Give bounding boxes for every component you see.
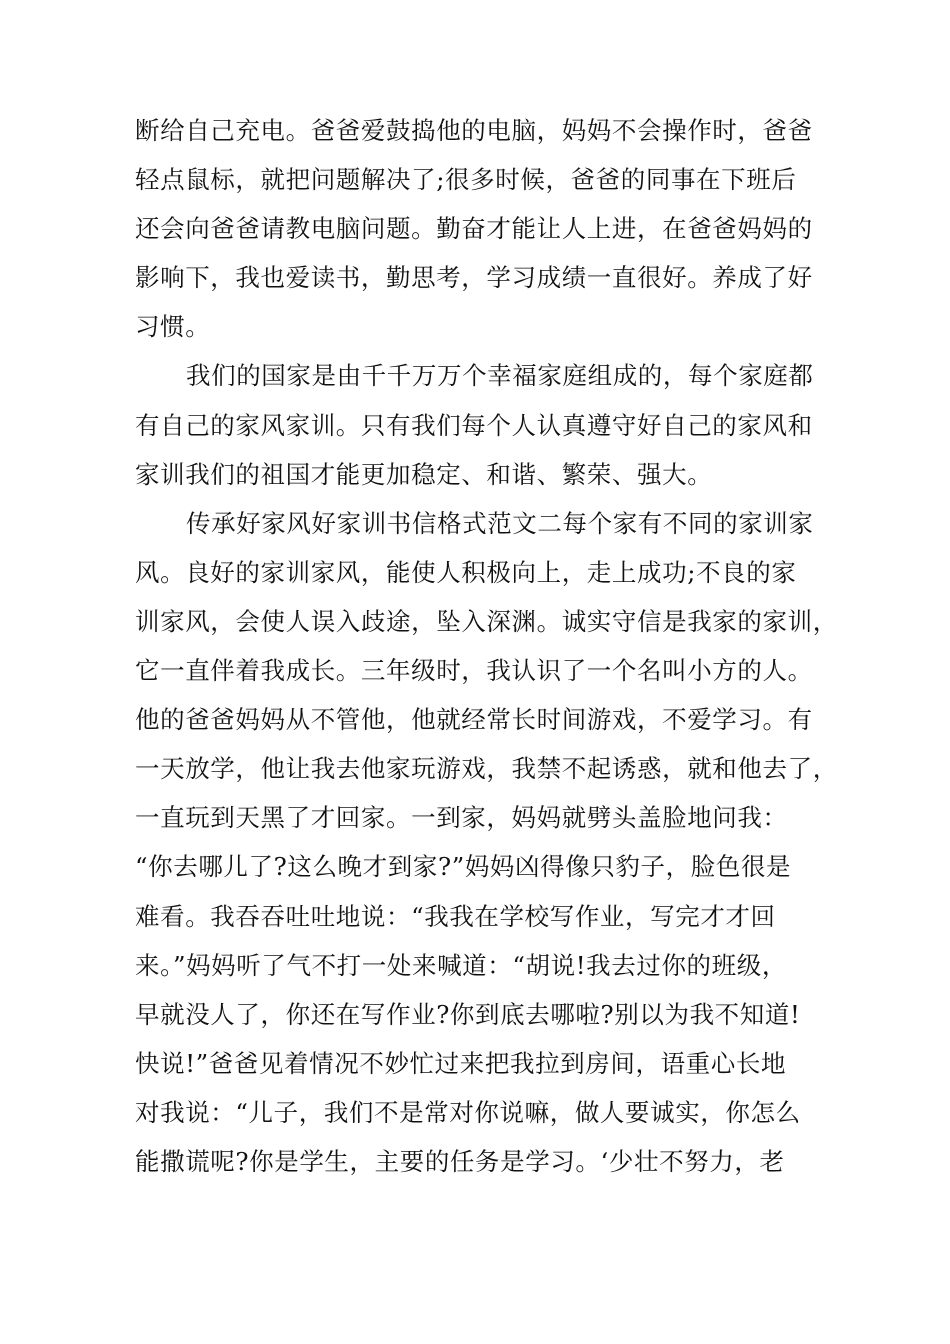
body-text — [135, 106, 838, 1186]
text-line: 一天放学，他让我去他家玩游戏，我禁不起诱惑，就和他去了， — [135, 754, 838, 784]
text-line: 来。”妈妈听了气不打一处来喊道：“胡说!我去过你的班级， — [135, 950, 787, 980]
text-line: 一直玩到天黑了才回家。一到家，妈妈就劈头盖脸地问我： — [135, 803, 788, 833]
text-line: 对我说：“儿子，我们不是常对你说嘛，做人要诚实，你怎么 — [135, 1097, 801, 1127]
text-line: 轻点鼠标，就把问题解决了;很多时候，爸爸的同事在下班后 — [135, 165, 797, 195]
paragraph-first-line: 传承好家风好家训书信格式范文二每个家有不同的家训家 — [186, 508, 814, 538]
text-line: 影响下，我也爱读书，勤思考，学习成绩一直很好。养成了好 — [135, 263, 813, 293]
text-line: 早就没人了，你还在写作业?你到底去哪啦?别以为我不知道! — [135, 999, 801, 1029]
text-line: 家训我们的祖国才能更加稳定、和谐、繁荣、强大。 — [135, 459, 713, 489]
text-line: 快说!”爸爸见着情况不妙忙过来把我拉到房间，语重心长地 — [135, 1048, 787, 1078]
text-line: 他的爸爸妈妈从不管他，他就经常长时间游戏，不爱学习。有 — [135, 705, 813, 735]
text-line: 有自己的家风家训。只有我们每个人认真遵守好自己的家风和 — [135, 410, 813, 440]
text-line: 它一直伴着我成长。三年级时，我认识了一个名叫小方的人。 — [135, 656, 813, 686]
text-line: “你去哪儿了?这么晚才到家?”妈妈凶得像只豹子，脸色很是 — [135, 852, 792, 882]
paragraph-first-line: 我们的国家是由千千万万个幸福家庭组成的，每个家庭都 — [186, 361, 814, 391]
text-line: 断给自己充电。爸爸爱鼓捣他的电脑，妈妈不会操作时，爸爸 — [135, 116, 813, 145]
text-line: 训家风，会使人误入歧途，坠入深渊。诚实守信是我家的家训， — [135, 606, 838, 636]
text-line: 习惯。 — [135, 312, 211, 342]
text-line: 难看。我吞吞吐吐地说：“我我在学校写作业，写完才才回 — [135, 901, 776, 931]
text-line: 能撒谎呢?你是学生，主要的任务是学习。‘少壮不努力，老 — [135, 1146, 785, 1176]
text-line: 风。良好的家训家风，能使人积极向上，走上成功;不良的家 — [135, 557, 797, 587]
text-line: 还会向爸爸请教电脑问题。勤奋才能让人上进，在爸爸妈妈的 — [135, 214, 813, 244]
